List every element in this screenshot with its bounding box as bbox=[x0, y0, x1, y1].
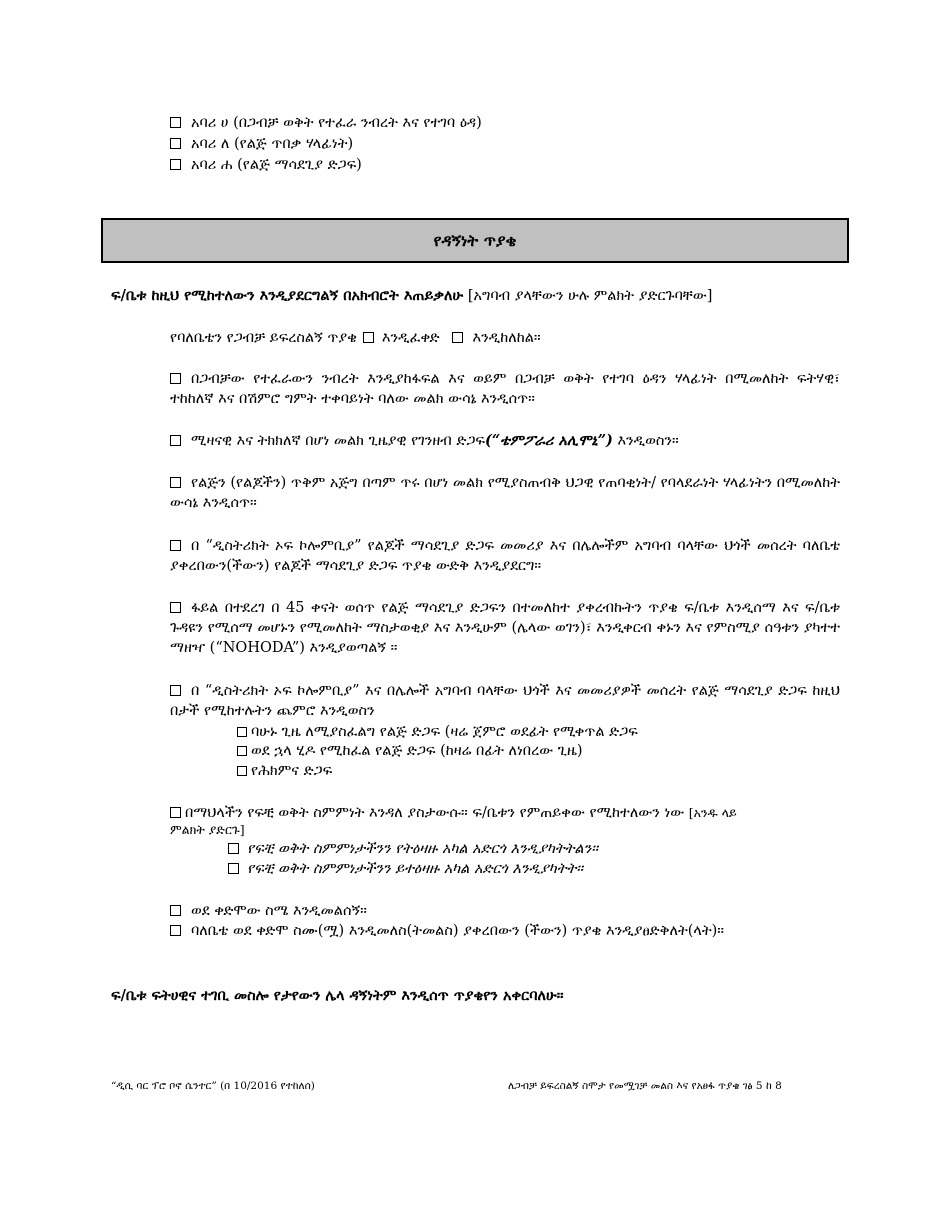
current-support-label: ባሁኑ ጊዜ ለሚያስፈልግ የልጅ ድጋፍ (ዛሬ ጀምሮ ወደፊት የሚቀጥል ድጋፍ bbox=[251, 724, 638, 740]
restore-my-name-label: ወደ ቀድሞው ስሜ እንዲመልሰኝ። bbox=[191, 903, 367, 919]
current-support-checkbox[interactable] bbox=[237, 727, 247, 737]
agreement-exclude-item bbox=[228, 860, 583, 879]
restore-spouse-name-label: ባለቤቴ ወደ ቀድሞ ስሙ(ሟ) እንዲመለስ(ትመልስ) ያቀረበውን (ችውን) ጥያቄ እንዲያፀድቅለት(ላት)። bbox=[191, 923, 725, 939]
agreement-include-label: የፍቺ ወቅት ስምምነታችንን የትዕዛዙ አካል አድርጎ እንዲያካትትልን። bbox=[247, 841, 598, 857]
agreement-request bbox=[170, 803, 737, 823]
alimony-request bbox=[170, 431, 679, 451]
current-support-item bbox=[237, 723, 638, 742]
agreement-checkbox[interactable] bbox=[170, 807, 181, 818]
child-support-request bbox=[170, 681, 840, 721]
medical-support-item bbox=[237, 762, 332, 781]
request-intro bbox=[111, 286, 712, 306]
alimony-text: ሚዛናዊ እና ትክክለኛ በሆነ መልክ ጊዜያዊ የገንዘብ ድጋፍ bbox=[191, 433, 485, 449]
property-division-request bbox=[170, 369, 840, 409]
restore-my-name-checkbox[interactable] bbox=[170, 905, 181, 916]
annex-b-item bbox=[170, 135, 353, 154]
footer-right: ለጋብቻ ይፍረስልኝ ስሞታ የመሟገቻ መልስ እና የአፀፋ ጥያቄ ገፅ 5 ከ 8 bbox=[508, 1080, 782, 1092]
agreement-text: በማህላችን የፍቺ ወቅት ስምምነት እንዳለ ያስታውሱ። ፍ/ቤቱን የምጠይቀው የሚከተለውን ነው bbox=[185, 805, 685, 821]
custody-request bbox=[170, 473, 840, 513]
annex-b-checkbox[interactable] bbox=[170, 138, 181, 149]
restore-my-name-item bbox=[170, 902, 367, 921]
annex-a-item bbox=[170, 114, 482, 133]
footer-left: “ዲሲ ባር ፕሮ ቦኖ ሴንተር” (በ 10/2016 የተከለሰ) bbox=[111, 1080, 315, 1092]
medical-support-label: የሕክምና ድጋፍ bbox=[251, 763, 333, 779]
retroactive-support-item bbox=[237, 742, 583, 761]
annex-a-checkbox[interactable] bbox=[170, 117, 181, 128]
retroactive-support-label: ወደ ኋላ ሂዶ የሚከፈል የልጅ ድጋፍ (ከዛሬ በፊት ለነበረው ጊዜ) bbox=[251, 743, 583, 759]
child-support-checkbox[interactable] bbox=[170, 685, 181, 696]
restore-spouse-name-item bbox=[170, 922, 724, 941]
hearing-checkbox[interactable] bbox=[170, 602, 181, 613]
agreement-note: [አንዱ ላይ bbox=[688, 805, 737, 820]
alimony-term: (“ቴምፖራሪ አሊሞኒ”) bbox=[484, 432, 613, 449]
deny-checkbox[interactable] bbox=[452, 332, 463, 343]
support-denial-text: በ “ዲስትሪክት ኦፍ ኮሎምቢያ” የልጆች ማሳደጊያ ድጋፍ መመሪያ እና በሌሎችም አግባብ ባላቸው ህጎች መሰረት ባለቤቴ ያቀረበውን(ችውን) የልጆች ማሳደጊያ ድጋፍ ጥያቄ ውድቅ እንዲያደርግ። bbox=[170, 538, 840, 574]
medical-support-checkbox[interactable] bbox=[237, 766, 247, 776]
property-checkbox[interactable] bbox=[170, 373, 181, 384]
alimony-checkbox[interactable] bbox=[170, 435, 181, 446]
child-support-text: በ “ዲስትሪክት ኦፍ ኮሎምቢያ” እና በሌሎች አግባብ ባላቸው ህጎች እና መመሪያዎች መሰረት የልጅ ማሳደጊያ ድጋፍ ከዚህ በታች የሚከተሉትን ጨምሮ እንዲወስን bbox=[170, 683, 840, 719]
section-header: የዳኝነት ጥያቄ bbox=[101, 218, 849, 263]
grant-label: እንዲፈቀድ bbox=[381, 330, 440, 346]
agreement-include-item bbox=[228, 840, 598, 859]
grant-checkbox[interactable] bbox=[363, 332, 374, 343]
request-intro-note: [አግባብ ያላቸውን ሁሉ ምልክት ያድርጉባቸው] bbox=[467, 288, 713, 304]
annex-c-label: አባሪ ሐ (የልጅ ማሳደጊያ ድጋፍ) bbox=[191, 157, 362, 173]
restore-spouse-name-checkbox[interactable] bbox=[170, 925, 181, 936]
dissolution-text: የባለቤቴን የጋብቻ ይፍረስልኝ ጥያቄ bbox=[170, 330, 357, 346]
hearing-text: ፋይል በተደረገ በ 45 ቀናት ወሰጥ የልጅ ማሳደጊያ ድጋፍን በተመለከተ ያቀረብኩትን ጥያቄ ፍ/ቤቱ እንዲሰማ እና ፍ/ቤቱ ጉዳዩን የሚሰማ መሆኑን የሚመለከት ማስታወቂያ እና እንዲሁም (ሌላው ወገን)፣ እንዲቀርብ ቀኑን እና የምስሚያ ሰዓቱን ያካተተ ማዘዣ (“NOHODA”) እንዲያወጣልኝ ። bbox=[170, 600, 840, 656]
custody-text: የልጅን (የልጆችን) ጥቅም አጅግ በጣም ጥሩ በሆነ መልክ የሚያስጠብቅ ህጋዊ የጠባቂነት/ የባላደራነት ሃላፊነትን በሚመለከት ውሳኔ እንዲሰጥ። bbox=[170, 475, 840, 511]
annex-c-checkbox[interactable] bbox=[170, 159, 181, 170]
support-denial-request bbox=[170, 536, 840, 576]
custody-checkbox[interactable] bbox=[170, 477, 181, 488]
annex-a-label: አባሪ ሀ (በጋብቻ ወቅት የተፈራ ንብረት እና የተገባ ዕዳ) bbox=[191, 115, 482, 131]
agreement-note-cont: ምልክት ያድርጉ] bbox=[170, 822, 245, 837]
support-denial-checkbox[interactable] bbox=[170, 540, 181, 551]
deny-label: እንዲከለከል። bbox=[472, 330, 541, 346]
annex-b-label: አባሪ ለ (የልጅ ጥበቃ ሃላፊነት) bbox=[191, 136, 354, 152]
closing-statement: ፍ/ቤቱ ፍትሀዊና ተገቢ መስሎ የታየውን ሌላ ዳኝነትም እንዲሰጥ ጥያቄየን አቀርባለሁ። bbox=[111, 987, 564, 1004]
request-intro-bold: ፍ/ቤቱ ከዚህ የሚከተለውን እንዲያደርግልኝ በአክብሮት እጠይቃለሁ bbox=[111, 287, 464, 304]
agreement-include-checkbox[interactable] bbox=[228, 843, 239, 854]
hearing-request bbox=[170, 598, 840, 658]
alimony-end: እንዲወስን። bbox=[617, 433, 679, 449]
dissolution-request bbox=[170, 329, 541, 348]
agreement-exclude-checkbox[interactable] bbox=[228, 863, 239, 874]
agreement-exclude-label: የፍቺ ወቅት ስምምነታችንን ይተዕዛዙ አካል አድርጎ እንዲያካትት። bbox=[247, 861, 584, 877]
retroactive-support-checkbox[interactable] bbox=[237, 746, 247, 756]
annex-c-item bbox=[170, 156, 362, 175]
property-text: በጋብቻው የተፈራውን ንብረት እንዲያከፋፍል እና ወይም በጋብቻ ወቅት የተገባ ዕዳን ሃላፊነት በሚመለከት ፍትሃዊ፣ ተከከለኛ እና በሽምሮ ግምት ተቀባይነት ባለው መልክ ውሳኔ እንዲሰጥ። bbox=[170, 371, 840, 407]
